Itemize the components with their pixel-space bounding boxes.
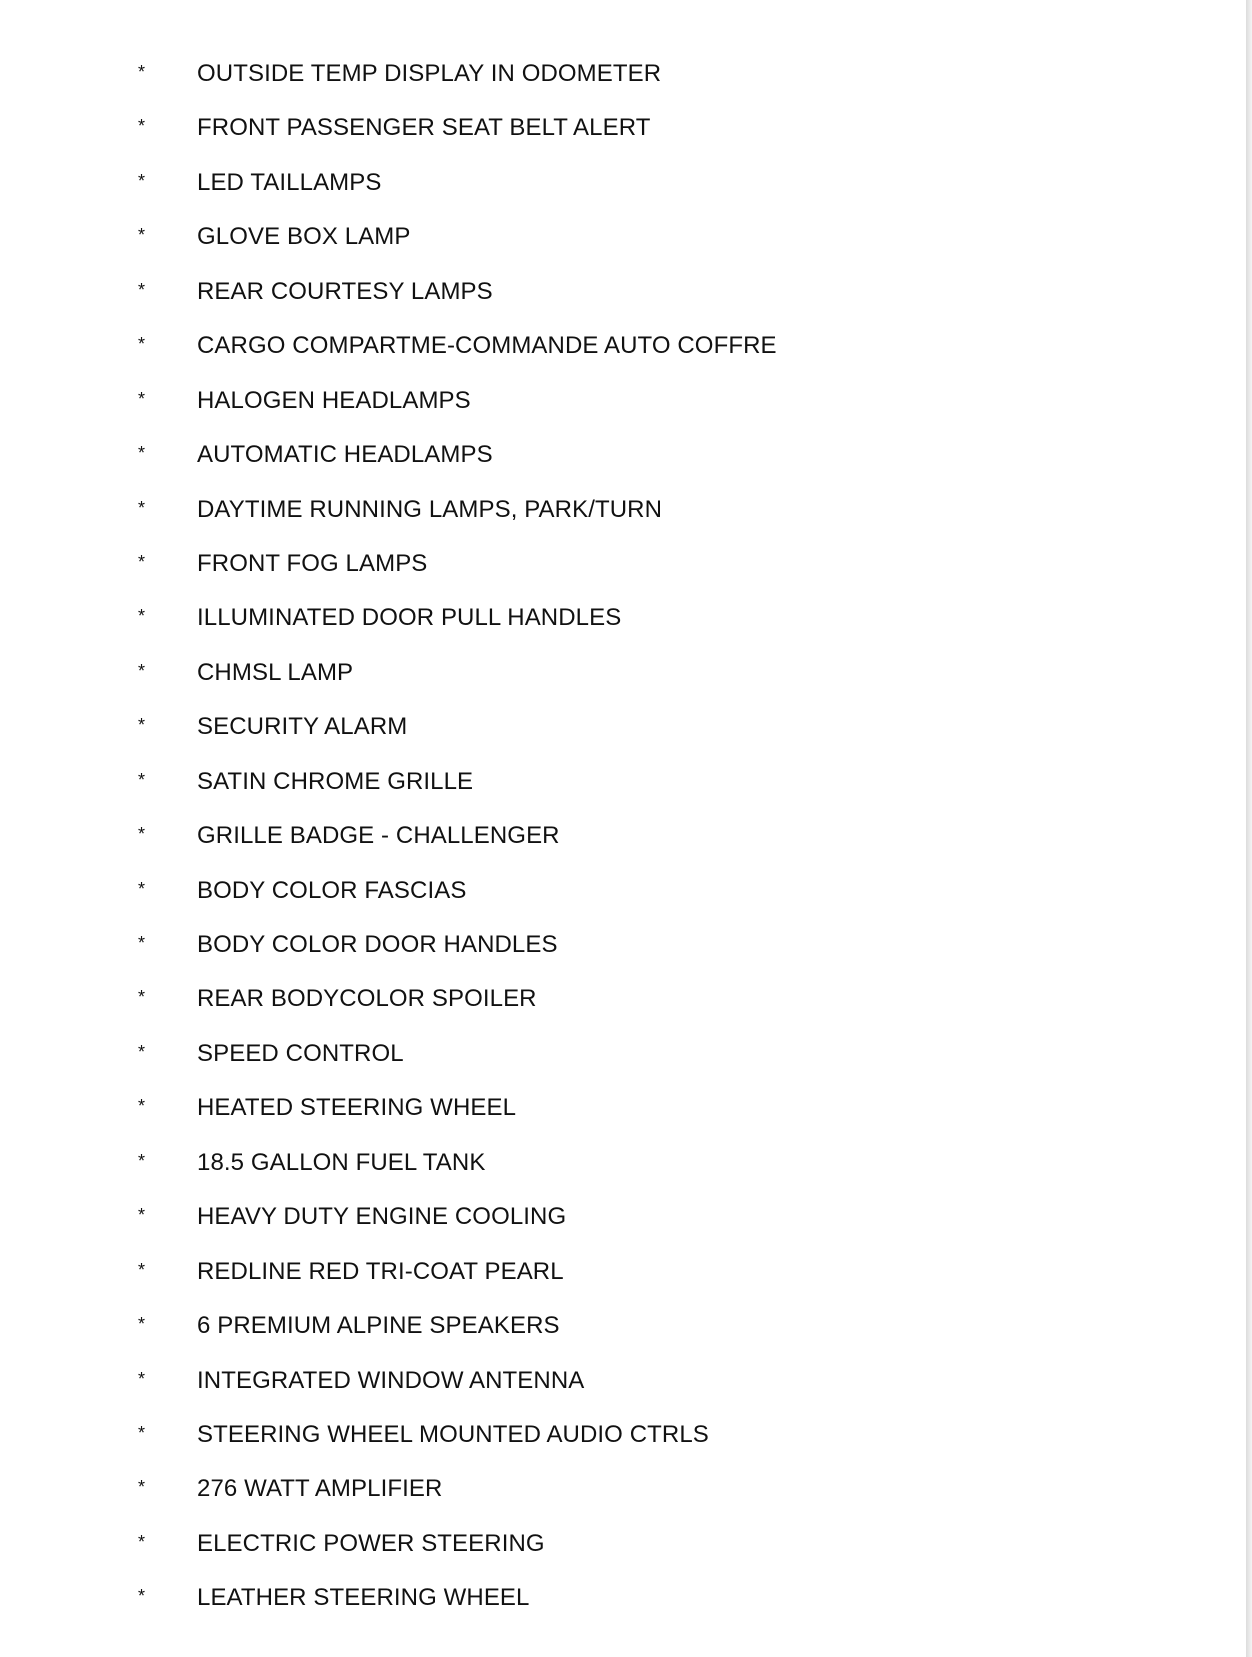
list-item: [0, 1311, 1200, 1365]
bullet-marker: *: [138, 1477, 146, 1498]
list-item: [0, 222, 1200, 276]
feature-label: ILLUMINATED DOOR PULL HANDLES: [197, 604, 622, 632]
bullet-marker: *: [138, 1531, 146, 1552]
list-item: [0, 767, 1200, 821]
bullet-marker: *: [138, 1422, 146, 1443]
list-item: [0, 440, 1200, 494]
feature-label: GRILLE BADGE - CHALLENGER: [197, 822, 560, 850]
bullet-marker: *: [138, 551, 146, 572]
feature-label: SPEED CONTROL: [197, 1039, 404, 1067]
feature-label: FRONT PASSENGER SEAT BELT ALERT: [197, 114, 651, 142]
list-item: [0, 930, 1200, 984]
feature-list: [0, 59, 1200, 1638]
feature-label: CHMSL LAMP: [197, 658, 354, 686]
feature-label: BODY COLOR FASCIAS: [197, 876, 467, 904]
list-item: [0, 113, 1200, 167]
list-item: [0, 277, 1200, 331]
list-item: [0, 168, 1200, 222]
bullet-marker: *: [138, 443, 146, 464]
feature-label: STEERING WHEEL MOUNTED AUDIO CTRLS: [197, 1420, 709, 1448]
bullet-marker: *: [138, 116, 146, 137]
list-item: [0, 712, 1200, 766]
bullet-marker: *: [138, 1096, 146, 1117]
bullet-marker: *: [138, 606, 146, 627]
list-item: [0, 821, 1200, 875]
feature-label: OUTSIDE TEMP DISPLAY IN ODOMETER: [197, 60, 662, 87]
list-item: [0, 876, 1200, 930]
feature-label: HEAVY DUTY ENGINE COOLING: [197, 1203, 567, 1231]
bullet-marker: *: [138, 334, 146, 355]
feature-label: REDLINE RED TRI-COAT PEARL: [197, 1257, 564, 1285]
bullet-marker: *: [138, 715, 146, 736]
bullet-marker: *: [138, 1314, 146, 1335]
list-item: [0, 1039, 1200, 1093]
list-item: [0, 603, 1200, 657]
bullet-marker: *: [138, 769, 146, 790]
feature-label: BODY COLOR DOOR HANDLES: [197, 931, 558, 958]
list-item: [0, 658, 1200, 712]
feature-label: SECURITY ALARM: [197, 713, 408, 741]
feature-label: INTEGRATED WINDOW ANTENNA: [197, 1366, 585, 1394]
list-item: [0, 1257, 1200, 1311]
list-item: [0, 549, 1200, 603]
bullet-marker: *: [138, 497, 146, 518]
page-edge-shadow: [1246, 0, 1252, 1657]
feature-label: FRONT FOG LAMPS: [197, 549, 428, 577]
bullet-marker: *: [138, 660, 146, 681]
list-item: [0, 1583, 1200, 1637]
list-item: [0, 1093, 1200, 1147]
bullet-marker: *: [138, 279, 146, 300]
feature-label: GLOVE BOX LAMP: [197, 223, 411, 251]
feature-label: LEATHER STEERING WHEEL: [197, 1584, 530, 1612]
feature-label: REAR COURTESY LAMPS: [197, 277, 493, 305]
feature-label: 6 PREMIUM ALPINE SPEAKERS: [197, 1312, 560, 1340]
feature-label: 18.5 GALLON FUEL TANK: [197, 1148, 486, 1176]
feature-label: LED TAILLAMPS: [197, 168, 382, 196]
feature-label: HALOGEN HEADLAMPS: [197, 386, 471, 414]
bullet-marker: *: [138, 1368, 146, 1389]
bullet-marker: *: [138, 878, 146, 899]
bullet-marker: *: [138, 824, 146, 845]
list-item: [0, 1148, 1200, 1202]
list-item: [0, 1529, 1200, 1583]
list-item: [0, 1366, 1200, 1420]
feature-label: SATIN CHROME GRILLE: [197, 767, 474, 795]
list-item: [0, 331, 1200, 385]
bullet-marker: *: [138, 225, 146, 246]
bullet-marker: *: [138, 62, 146, 82]
list-item: [0, 984, 1200, 1038]
bullet-marker: *: [138, 388, 146, 409]
feature-label: AUTOMATIC HEADLAMPS: [197, 441, 493, 469]
list-item: [0, 1420, 1200, 1474]
list-item: [0, 495, 1200, 549]
bullet-marker: *: [138, 987, 146, 1008]
bullet-marker: *: [138, 1150, 146, 1171]
feature-label: 276 WATT AMPLIFIER: [197, 1475, 443, 1503]
list-item: [0, 386, 1200, 440]
bullet-marker: *: [138, 170, 146, 191]
list-item: [0, 1474, 1200, 1528]
bullet-marker: *: [138, 1205, 146, 1226]
bullet-marker: *: [138, 1259, 146, 1280]
feature-label: CARGO COMPARTME-COMMANDE AUTO COFFRE: [197, 332, 777, 360]
feature-label: DAYTIME RUNNING LAMPS, PARK/TURN: [197, 495, 663, 523]
list-item: [0, 59, 1200, 113]
bullet-marker: *: [138, 933, 146, 953]
feature-label: ELECTRIC POWER STEERING: [197, 1529, 545, 1557]
feature-label: REAR BODYCOLOR SPOILER: [197, 985, 537, 1013]
feature-label: HEATED STEERING WHEEL: [197, 1094, 517, 1122]
bullet-marker: *: [138, 1586, 146, 1607]
bullet-marker: *: [138, 1041, 146, 1062]
list-item: [0, 1202, 1200, 1256]
